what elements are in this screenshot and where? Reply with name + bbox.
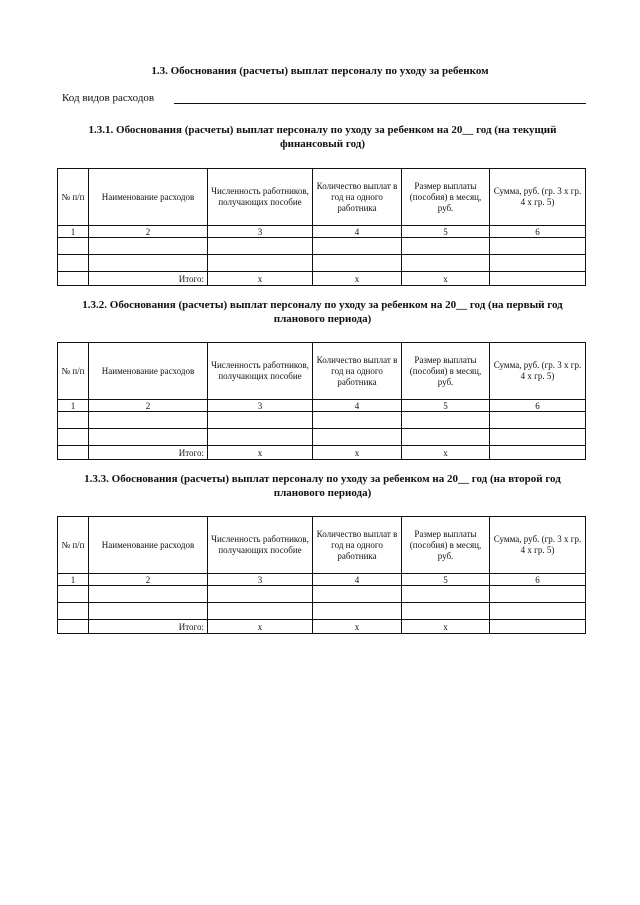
col-number: 3 <box>208 400 313 412</box>
table-cell[interactable] <box>58 238 89 255</box>
expense-code-row <box>62 91 586 107</box>
table-cell[interactable] <box>208 429 313 446</box>
table-cell[interactable] <box>490 603 586 620</box>
x-mark: х <box>313 272 402 286</box>
total-label: Итого: <box>89 272 208 286</box>
expense-code-label: Код видов расходов <box>62 92 155 104</box>
x-mark: х <box>402 272 490 286</box>
table-cell[interactable] <box>313 238 402 255</box>
section-title-1-3-2: 1.3.2. Обоснования (расчеты) выплат персоналу по уходу за ребенком на 20__ год (на первый год планового периода) <box>82 299 563 325</box>
col-number: 4 <box>313 400 402 412</box>
col-header-number: № п/п <box>58 169 89 226</box>
col-header-payments-per-year: Количество выплат в год на одного работника <box>313 169 402 226</box>
col-header-number: № п/п <box>58 343 89 400</box>
table-cell[interactable] <box>58 255 89 272</box>
col-number: 6 <box>490 226 586 238</box>
table-row <box>58 429 586 446</box>
table-cell[interactable] <box>58 412 89 429</box>
col-header-payments-per-year: Количество выплат в год на одного работника <box>313 343 402 400</box>
x-mark: х <box>208 620 313 634</box>
table-cell[interactable] <box>490 238 586 255</box>
col-header-total-sum: Сумма, руб. (гр. 3 х гр. 4 х гр. 5) <box>490 517 586 574</box>
col-header-total-sum: Сумма, руб. (гр. 3 х гр. 4 х гр. 5) <box>490 343 586 400</box>
column-number-row <box>58 574 586 586</box>
table-row <box>58 238 586 255</box>
expense-code-fill-line[interactable] <box>174 103 586 104</box>
column-number-row <box>58 400 586 412</box>
table-1-3-2 <box>57 342 586 460</box>
col-header-monthly-amount: Размер выплаты (пособия) в месяц, руб. <box>402 517 490 574</box>
col-number: 1 <box>58 574 89 586</box>
table-cell[interactable] <box>402 255 490 272</box>
col-number: 5 <box>402 226 490 238</box>
table-cell[interactable] <box>58 429 89 446</box>
table-cell[interactable] <box>58 586 89 603</box>
table-cell[interactable] <box>58 603 89 620</box>
table-cell[interactable] <box>89 255 208 272</box>
col-number: 5 <box>402 400 490 412</box>
table-cell[interactable] <box>89 603 208 620</box>
col-number: 4 <box>313 226 402 238</box>
table-1-3-1 <box>57 168 586 286</box>
col-header-expense-name: Наименование расходов <box>89 343 208 400</box>
table-cell[interactable] <box>313 255 402 272</box>
table-cell[interactable] <box>208 586 313 603</box>
col-header-total-sum: Сумма, руб. (гр. 3 х гр. 4 х гр. 5) <box>490 169 586 226</box>
table-cell[interactable] <box>313 412 402 429</box>
table-cell[interactable] <box>490 255 586 272</box>
column-number-row <box>58 226 586 238</box>
section-title-1-3-3: 1.3.3. Обоснования (расчеты) выплат персоналу по уходу за ребенком на 20__ год (на второй год планового периода) <box>84 473 561 499</box>
total-sum-cell[interactable] <box>490 272 586 286</box>
col-number: 1 <box>58 400 89 412</box>
total-sum-cell[interactable] <box>490 446 586 460</box>
total-label: Итого: <box>89 446 208 460</box>
x-mark: х <box>313 446 402 460</box>
table-cell[interactable] <box>490 412 586 429</box>
table-header-row <box>58 343 586 400</box>
table-cell[interactable] <box>490 429 586 446</box>
table-cell[interactable] <box>89 586 208 603</box>
total-row <box>58 446 586 460</box>
col-number: 2 <box>89 574 208 586</box>
table-cell[interactable] <box>89 429 208 446</box>
table-row <box>58 412 586 429</box>
col-header-employee-count: Численность работников, получающих пособие <box>208 517 313 574</box>
col-header-employee-count: Численность работников, получающих пособие <box>208 169 313 226</box>
x-mark: х <box>208 272 313 286</box>
col-number: 2 <box>89 226 208 238</box>
table-cell[interactable] <box>89 412 208 429</box>
col-header-payments-per-year: Количество выплат в год на одного работника <box>313 517 402 574</box>
col-number: 6 <box>490 574 586 586</box>
table-cell[interactable] <box>208 603 313 620</box>
table-cell[interactable] <box>208 238 313 255</box>
col-header-expense-name: Наименование расходов <box>89 517 208 574</box>
col-number: 4 <box>313 574 402 586</box>
table-cell[interactable] <box>89 238 208 255</box>
table-cell[interactable] <box>490 586 586 603</box>
total-row <box>58 272 586 286</box>
col-header-expense-name: Наименование расходов <box>89 169 208 226</box>
table-row <box>58 586 586 603</box>
total-label: Итого: <box>89 620 208 634</box>
col-number: 2 <box>89 400 208 412</box>
col-number: 5 <box>402 574 490 586</box>
table-cell[interactable] <box>402 238 490 255</box>
table-row <box>58 603 586 620</box>
section-title-1-3-1: 1.3.1. Обоснования (расчеты) выплат персоналу по уходу за ребенком на 20__ год (на текущий финансовый год) <box>88 124 557 150</box>
col-number: 6 <box>490 400 586 412</box>
col-number: 3 <box>208 226 313 238</box>
table-header-row <box>58 169 586 226</box>
table-cell[interactable] <box>208 255 313 272</box>
total-row <box>58 620 586 634</box>
x-mark: х <box>313 620 402 634</box>
col-number: 1 <box>58 226 89 238</box>
total-sum-cell[interactable] <box>490 620 586 634</box>
table-cell <box>58 620 89 634</box>
table-cell[interactable] <box>402 603 490 620</box>
table-cell[interactable] <box>402 429 490 446</box>
table-1-3-3 <box>57 516 586 634</box>
table-cell[interactable] <box>313 429 402 446</box>
table-cell <box>58 272 89 286</box>
col-header-employee-count: Численность работников, получающих пособие <box>208 343 313 400</box>
col-header-monthly-amount: Размер выплаты (пособия) в месяц, руб. <box>402 169 490 226</box>
col-header-number: № п/п <box>58 517 89 574</box>
table-row <box>58 255 586 272</box>
x-mark: х <box>208 446 313 460</box>
table-cell[interactable] <box>208 412 313 429</box>
table-cell[interactable] <box>313 586 402 603</box>
x-mark: х <box>402 620 490 634</box>
col-header-monthly-amount: Размер выплаты (пособия) в месяц, руб. <box>402 343 490 400</box>
x-mark: х <box>402 446 490 460</box>
table-cell <box>58 446 89 460</box>
table-cell[interactable] <box>402 586 490 603</box>
table-cell[interactable] <box>313 603 402 620</box>
table-header-row <box>58 517 586 574</box>
main-title: 1.3. Обоснования (расчеты) выплат персоналу по уходу за ребенком <box>151 65 489 77</box>
table-cell[interactable] <box>402 412 490 429</box>
col-number: 3 <box>208 574 313 586</box>
